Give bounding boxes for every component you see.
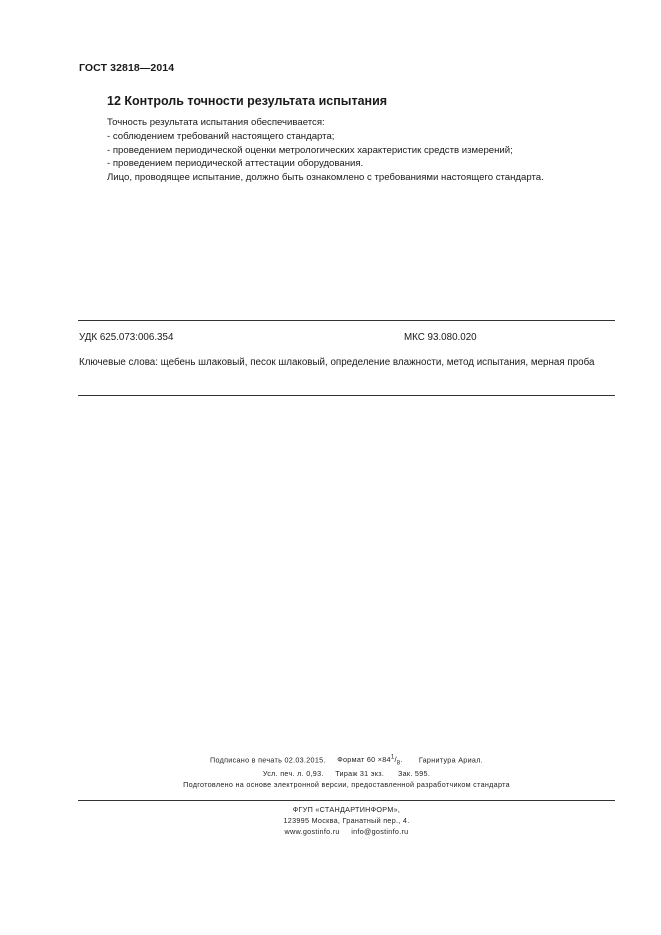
body-line: - проведением периодической аттестации оборудования. — [107, 158, 364, 170]
website-link[interactable]: www.gostinfo.ru — [284, 827, 340, 836]
imprint-line-1 — [78, 755, 615, 767]
signed-date: Подписано в печать 02.03.2015. — [210, 755, 326, 765]
imprint-line-2 — [78, 769, 615, 778]
print-run: Тираж 31 экз. — [335, 769, 385, 778]
udk-code: УДК 625.073:006.354 — [79, 332, 174, 343]
divider-top — [78, 320, 615, 321]
typeface-info: Гарнитура Ариал. — [418, 755, 483, 765]
email-link[interactable]: info@gostinfo.ru — [351, 827, 409, 836]
divider-keywords — [78, 395, 615, 396]
publisher-contacts — [78, 827, 615, 836]
section-body — [107, 116, 617, 185]
document-header: ГОСТ 32818—2014 — [79, 62, 175, 74]
section-title: 12 Контроль точности результата испытания — [107, 94, 388, 108]
body-line: Точность результата испытания обеспечивается: — [107, 117, 325, 128]
order-number: Зак. 595. — [397, 769, 431, 778]
mks-code: МКС 93.080.020 — [404, 332, 477, 343]
body-line: Лицо, проводящее испытание, должно быть ознакомлено с требованиями настоящего стандарта. — [107, 172, 544, 184]
publisher-address: 123995 Москва, Гранатный пер., 4. — [283, 816, 410, 825]
keywords: Ключевые слова: щебень шлаковый, песок шлаковый, определение влажности, метод испытания, мерная проба — [79, 357, 595, 368]
print-sheets: Усл. печ. л. 0,93. — [262, 769, 324, 778]
imprint-prepared: Подготовлено на основе электронной версии, предоставленной разработчиком стандарта — [183, 780, 510, 789]
divider-imprint — [78, 800, 615, 801]
body-line: - соблюдением требований настоящего стандарта; — [107, 130, 335, 142]
format-info: Формат $60 \times 84^1/_8$. — [337, 755, 403, 767]
body-line: - проведением периодической оценки метрологических характеристик средств измерений; — [107, 144, 513, 156]
publisher-name: ФГУП «СТАНДАРТИНФОРМ», — [292, 805, 401, 814]
